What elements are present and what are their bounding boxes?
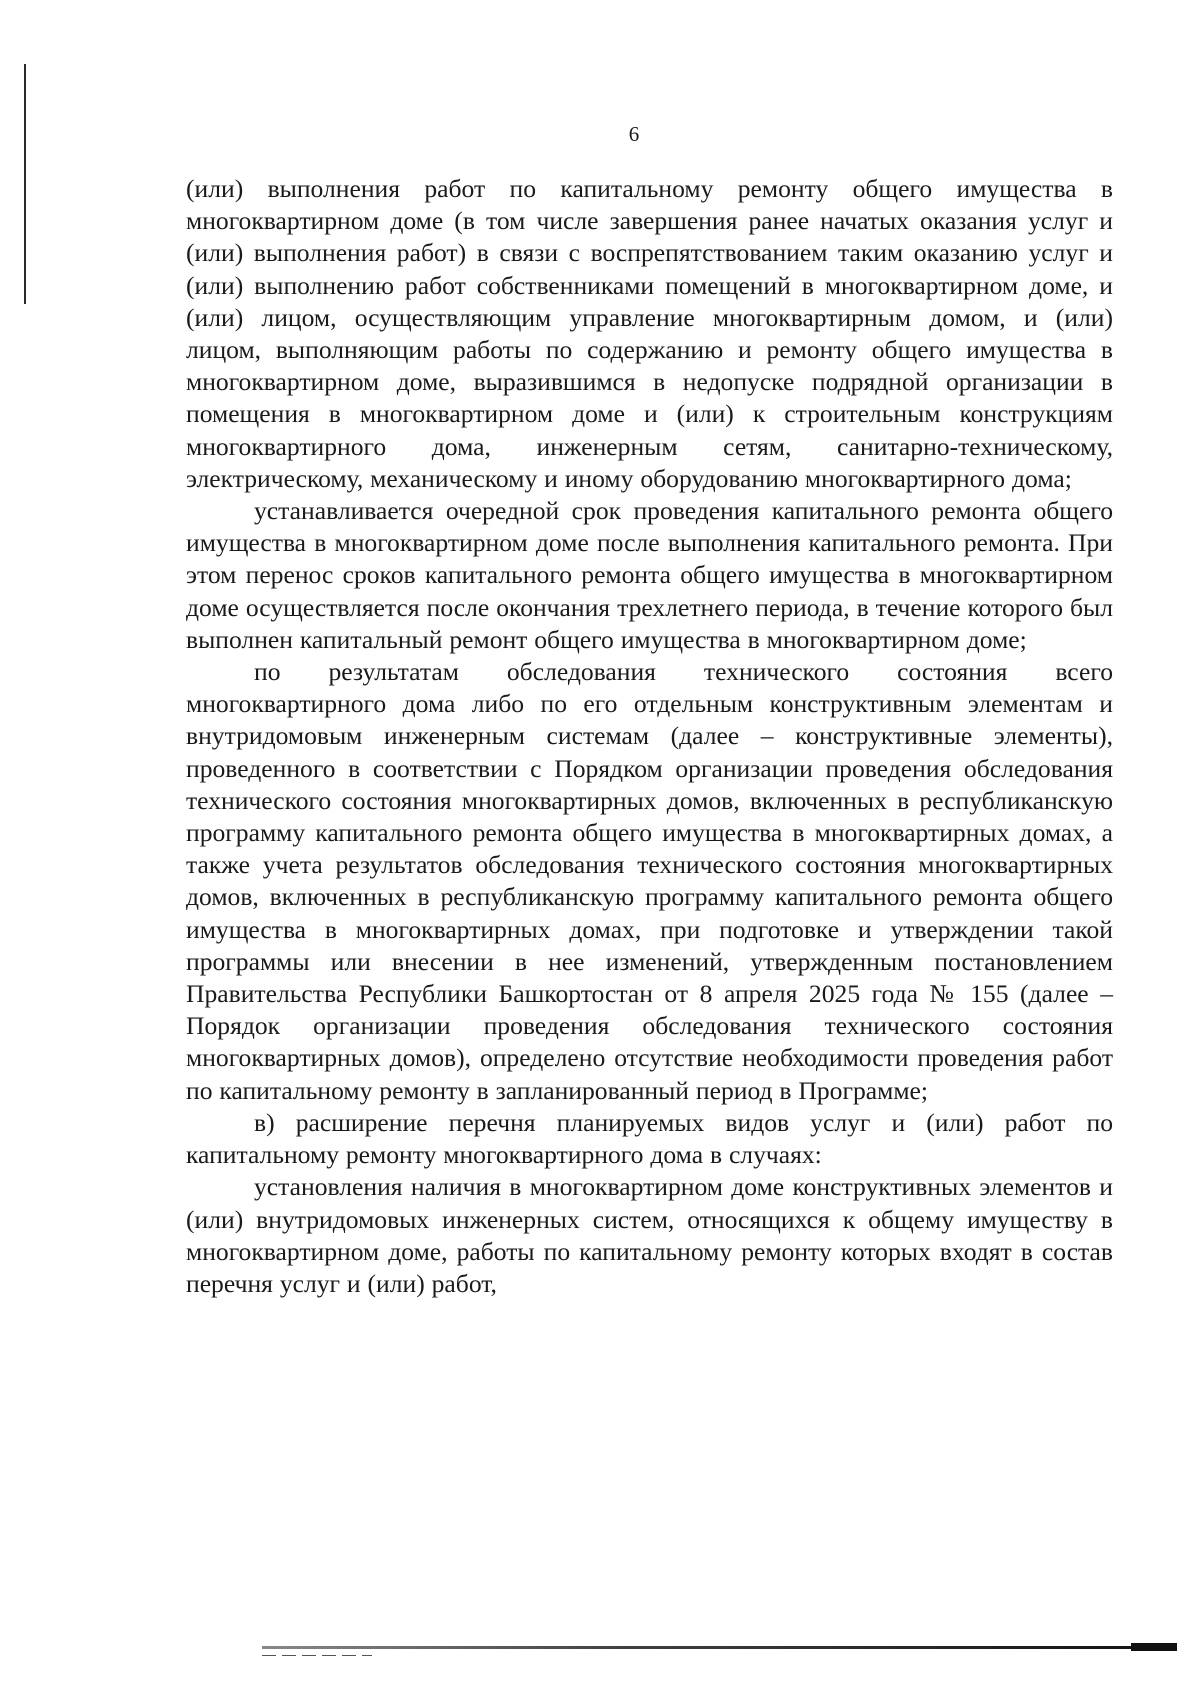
paragraph-4: в) расширение перечня планируемых видов услуг и (или) работ по капитальному ремонту многоквартирного дома в случаях: xyxy=(186,1107,1113,1170)
bottom-scan-rule-dashed xyxy=(262,1655,372,1656)
page-number: 6 xyxy=(628,122,640,146)
bottom-scan-rule xyxy=(262,1646,1177,1649)
scan-edge-mark xyxy=(24,64,26,304)
document-body xyxy=(186,173,1113,1300)
paragraph-3: по результатам обследования технического состояния всего многоквартирного дома либо по его отдельным конструктивным элементам и внутридомовым инженерным системам (далее – конструктивные элементы), проведенного в соответствии с Порядком организации проведения обследования технического состояния многоквартирных домов, включенных в республиканскую программу капитального ремонта общего имущества в многоквартирных домах, а также учета результатов обследования технического состояния многоквартирных домов, включенных в республиканскую программу капитального ремонта общего имущества в многоквартирных домах, при подготовке и утверждении такой программы или внесении в нее изменений, утвержденным постановлением Правительства Республики Башкортостан от 8 апреля 2025 года № 155 (далее – Порядок организации проведения обследования технического состояния многоквартирных домов), определено отсутствие необходимости проведения работ по капитальному ремонту в запланированный период в Программе; xyxy=(186,657,1113,1105)
paragraph-2: устанавливается очередной срок проведения капитального ремонта общего имущества в многоквартирном доме после выполнения капитального ремонта. При этом перенос сроков капитального ремонта общего имущества в многоквартирном доме осуществляется после окончания трехлетнего периода, в течение которого был выполнен капитальный ремонт общего имущества в многоквартирном доме; xyxy=(186,496,1113,654)
paragraph-1: (или) выполнения работ по капитальному ремонту общего имущества в многоквартирном доме (в том числе завершения ранее начатых оказания услуг и (или) выполнения работ) в связи с воспрепятствованием таким оказанию услуг и (или) выполнению работ собственниками помещений в многоквартирном доме, и (или) лицом, осуществляющим управление многоквартирным домом, и (или) лицом, выполняющим работы по содержанию и ремонту общего имущества в многоквартирном доме, выразившимся в недопуске подрядной организации в помещения в многоквартирном доме и (или) к строительным конструкциям многоквартирного дома, инженерным сетям, санитарно-техническому, электрическому, механическому и иному оборудованию многоквартирного дома; xyxy=(186,174,1113,493)
paragraph-5: установления наличия в многоквартирном доме конструктивных элементов и (или) внутридомовых инженерных систем, относящихся к общему имуществу в многоквартирном доме, работы по капитальному ремонту которых входят в состав перечня услуг и (или) работ, xyxy=(186,1172,1113,1298)
